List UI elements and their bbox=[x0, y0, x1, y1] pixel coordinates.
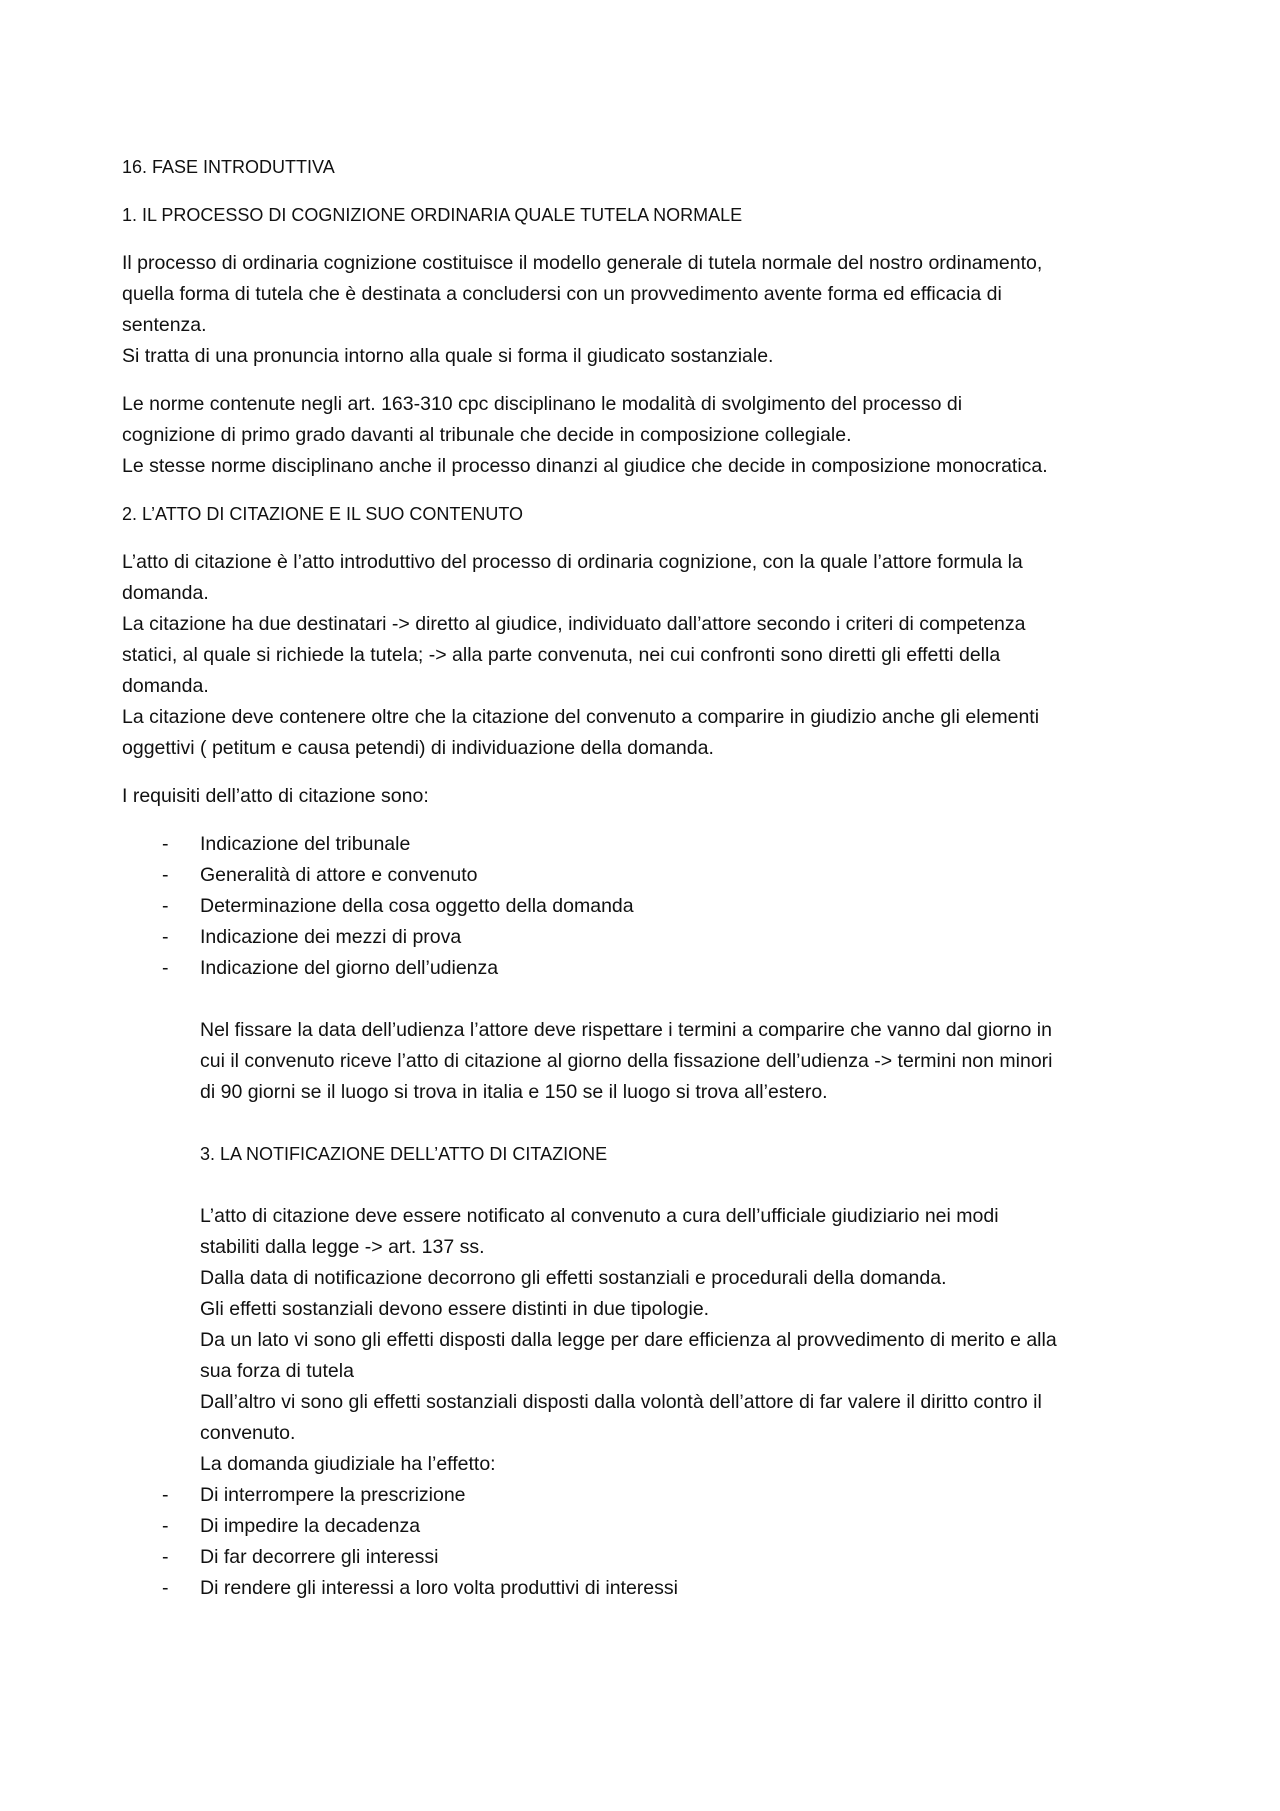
bullet-dash: - bbox=[162, 1515, 169, 1537]
list-item-text: Determinazione della cosa oggetto della domanda bbox=[200, 895, 634, 917]
section-3-heading-wrap bbox=[122, 1139, 1172, 1170]
list-item bbox=[122, 1480, 1172, 1511]
hearing-note bbox=[122, 1015, 1172, 1108]
text-line: La domanda giudiziale ha l’effetto: bbox=[200, 1453, 496, 1475]
list-item bbox=[122, 1542, 1172, 1573]
section-2-heading: 2. L’ATTO DI CITAZIONE E IL SUO CONTENUTO bbox=[122, 504, 524, 524]
text-line: La citazione ha due destinatari -> diretto al giudice, individuato dall’attore secondo i criteri di competenza bbox=[122, 613, 1026, 635]
section-3-paragraph-1 bbox=[122, 1201, 1172, 1480]
bullet-dash: - bbox=[162, 957, 169, 979]
text-line: domanda. bbox=[122, 582, 209, 604]
text-line: Gli effetti sostanziali devono essere distinti in due tipologie. bbox=[200, 1298, 710, 1320]
blank-line bbox=[122, 1170, 1172, 1201]
text-line: Da un lato vi sono gli effetti disposti dalla legge per dare efficienza al provvedimento di merito e alla bbox=[200, 1329, 1057, 1351]
text-line: statici, al quale si richiede la tutela; -> alla parte convenuta, nei cui confronti sono diretti gli effetti della bbox=[122, 644, 1001, 666]
requisites-list bbox=[122, 829, 1172, 984]
text-line: La citazione deve contenere oltre che la citazione del convenuto a comparire in giudizio anche gli elementi bbox=[122, 706, 1040, 728]
section-1-paragraph-1 bbox=[122, 248, 1172, 372]
bullet-dash: - bbox=[162, 895, 169, 917]
section-2-paragraph-1 bbox=[122, 547, 1172, 764]
bullet-dash: - bbox=[162, 1484, 169, 1506]
text-line: Il processo di ordinaria cognizione costituisce il modello generale di tutela normale del nostro ordinamento, bbox=[122, 252, 1043, 274]
list-item-text: Di interrompere la prescrizione bbox=[200, 1484, 466, 1506]
list-item bbox=[122, 829, 1172, 860]
text-line: L’atto di citazione deve essere notificato al convenuto a cura dell’ufficiale giudiziario nei modi bbox=[200, 1205, 999, 1227]
list-item bbox=[122, 860, 1172, 891]
list-item bbox=[122, 1511, 1172, 1542]
text-line: Dalla data di notificazione decorrono gli effetti sostanziali e procedurali della domanda. bbox=[200, 1267, 947, 1289]
list-item-text: Di far decorrere gli interessi bbox=[200, 1546, 439, 1568]
bullet-dash: - bbox=[162, 1546, 169, 1568]
text-line: domanda. bbox=[122, 675, 209, 697]
list-item bbox=[122, 922, 1172, 953]
bullet-dash: - bbox=[162, 833, 169, 855]
text-line: Le stesse norme disciplinano anche il processo dinanzi al giudice che decide in composizione monocratica. bbox=[122, 455, 1048, 477]
list-item bbox=[122, 953, 1172, 984]
bullet-dash: - bbox=[162, 926, 169, 948]
text-line: quella forma di tutela che è destinata a concludersi con un provvedimento avente forma ed efficacia di bbox=[122, 283, 1002, 305]
effects-list bbox=[122, 1480, 1172, 1604]
text-line: di 90 giorni se il luogo si trova in italia e 150 se il luogo si trova all’estero. bbox=[200, 1081, 828, 1103]
list-item bbox=[122, 891, 1172, 922]
blank-line bbox=[122, 1108, 1172, 1139]
section-1-paragraph-2 bbox=[122, 389, 1172, 482]
chapter-title: 16. FASE INTRODUTTIVA bbox=[122, 157, 335, 177]
text-line: sentenza. bbox=[122, 314, 207, 336]
list-item-text: Indicazione del tribunale bbox=[200, 833, 411, 855]
text-line: oggettivi ( petitum e causa petendi) di individuazione della domanda. bbox=[122, 737, 714, 759]
section-3-heading: 3. LA NOTIFICAZIONE DELL’ATTO DI CITAZIONE bbox=[200, 1144, 608, 1164]
list-item bbox=[122, 1573, 1172, 1604]
blank-line bbox=[122, 984, 1172, 1015]
text-line: L’atto di citazione è l’atto introduttivo del processo di ordinaria cognizione, con la quale l’attore formula la bbox=[122, 551, 1023, 573]
list-item-text: Indicazione dei mezzi di prova bbox=[200, 926, 462, 948]
text-line: sua forza di tutela bbox=[200, 1360, 354, 1382]
document-page bbox=[122, 152, 1172, 1621]
bullet-dash: - bbox=[162, 1577, 169, 1599]
list-item-text: Di rendere gli interessi a loro volta produttivi di interessi bbox=[200, 1577, 678, 1599]
list-item-text: Indicazione del giorno dell’udienza bbox=[200, 957, 499, 979]
bullet-dash: - bbox=[162, 864, 169, 886]
list-item-text: Generalità di attore e convenuto bbox=[200, 864, 478, 886]
text-line: Si tratta di una pronuncia intorno alla quale si forma il giudicato sostanziale. bbox=[122, 345, 774, 367]
text-line: cognizione di primo grado davanti al tribunale che decide in composizione collegiale. bbox=[122, 424, 852, 446]
text-line: Nel fissare la data dell’udienza l’attore deve rispettare i termini a comparire che vanno dal giorno in bbox=[200, 1019, 1052, 1041]
list-item-text: Di impedire la decadenza bbox=[200, 1515, 421, 1537]
text-line: convenuto. bbox=[200, 1422, 296, 1444]
requisites-intro bbox=[122, 781, 1172, 812]
text-line: stabiliti dalla legge -> art. 137 ss. bbox=[200, 1236, 485, 1258]
text-line: I requisiti dell’atto di citazione sono: bbox=[122, 785, 429, 807]
text-line: Le norme contenute negli art. 163-310 cpc disciplinano le modalità di svolgimento del processo di bbox=[122, 393, 963, 415]
text-line: cui il convenuto riceve l’atto di citazione al giorno della fissazione dell’udienza -> termini non minori bbox=[200, 1050, 1053, 1072]
section-1-heading: 1. IL PROCESSO DI COGNIZIONE ORDINARIA QUALE TUTELA NORMALE bbox=[122, 205, 743, 225]
text-line: Dall’altro vi sono gli effetti sostanziali disposti dalla volontà dell’attore di far valere il diritto contro il bbox=[200, 1391, 1042, 1413]
